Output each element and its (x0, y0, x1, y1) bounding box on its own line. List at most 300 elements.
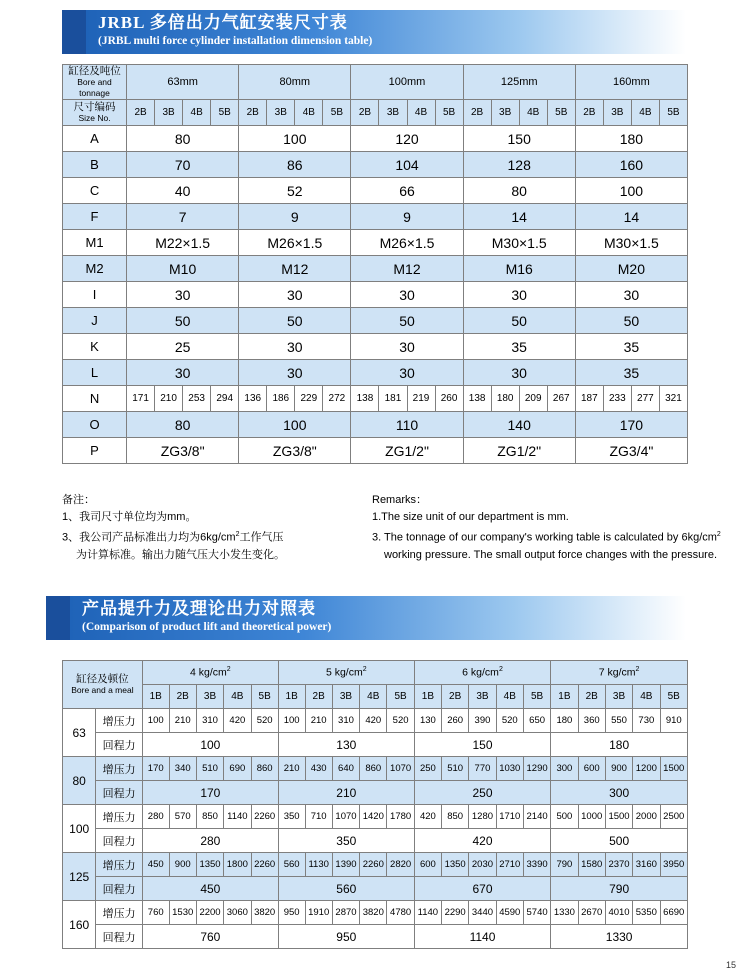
boost-value: 130 (414, 709, 441, 733)
boost-value: 310 (196, 709, 223, 733)
row-value: 120 (351, 126, 463, 152)
row-label: I (63, 282, 127, 308)
boost-value: 350 (278, 805, 305, 829)
boost-value: 180 (551, 709, 578, 733)
row-value: 30 (239, 282, 351, 308)
bore-label: 160 (63, 901, 96, 949)
row-value: M20 (575, 256, 687, 282)
boost-value: 500 (551, 805, 578, 829)
boost-value: 3820 (251, 901, 278, 925)
table2-row-return (63, 781, 688, 805)
return-value: 500 (551, 829, 688, 853)
table2-row-boost (63, 901, 688, 925)
boost-value: 640 (332, 757, 359, 781)
row-value: ZG3/8" (127, 438, 239, 464)
notes-cn-title: 备注： (62, 494, 95, 506)
boost-value: 5350 (633, 901, 660, 925)
row-value: 30 (463, 360, 575, 386)
boost-value: 1330 (551, 901, 578, 925)
row-value: M16 (463, 256, 575, 282)
row-value: ZG1/2" (463, 438, 575, 464)
return-value: 150 (414, 733, 550, 757)
row-value: 52 (239, 178, 351, 204)
header-code: 2B (575, 100, 603, 126)
row-value: M26×1.5 (351, 230, 463, 256)
lift-force-table (62, 660, 688, 949)
header-code: 2B (351, 100, 379, 126)
return-value: 1330 (551, 925, 688, 949)
row-value: 50 (351, 308, 463, 334)
row-label-boost: 增压力 (96, 709, 142, 733)
row-value: 294 (211, 386, 239, 412)
row-value: ZG1/2" (351, 438, 463, 464)
header2-code: 3B (469, 685, 496, 709)
banner-accent-block-2 (46, 596, 70, 640)
row-value: 50 (463, 308, 575, 334)
boost-value: 430 (305, 757, 332, 781)
row-value: 9 (239, 204, 351, 230)
row-value: 110 (351, 412, 463, 438)
boost-value: 710 (305, 805, 332, 829)
row-value: 187 (575, 386, 603, 412)
boost-value: 900 (605, 757, 632, 781)
return-value: 130 (278, 733, 414, 757)
return-value: 250 (414, 781, 550, 805)
row-value: 50 (127, 308, 239, 334)
return-value: 350 (278, 829, 414, 853)
table2-row-return (63, 925, 688, 949)
notes-chinese (62, 492, 342, 564)
boost-value: 300 (551, 757, 578, 781)
header-bore-2: 100mm (351, 65, 463, 100)
notes-cn-line2 (62, 526, 342, 547)
table-row (63, 412, 688, 438)
header-code: 4B (183, 100, 211, 126)
notes-en-line2-sup: 2 (716, 531, 721, 538)
boost-value: 2030 (469, 853, 496, 877)
table-row (63, 126, 688, 152)
row-value: 14 (463, 204, 575, 230)
row-value: M10 (127, 256, 239, 282)
row-value: 30 (351, 282, 463, 308)
row-value: 30 (575, 282, 687, 308)
boost-value: 1530 (169, 901, 196, 925)
header-code: 2B (239, 100, 267, 126)
boost-value: 5740 (523, 901, 550, 925)
table-row (63, 334, 688, 360)
boost-value: 1140 (414, 901, 441, 925)
row-label: O (63, 412, 127, 438)
boost-value: 3390 (523, 853, 550, 877)
notes-en-title: Remarks： (372, 494, 428, 506)
row-value: 260 (435, 386, 463, 412)
header-code: 5B (323, 100, 351, 126)
banner-accent-block (62, 10, 86, 54)
boost-value: 420 (360, 709, 387, 733)
boost-value: 560 (278, 853, 305, 877)
header2-code: 1B (551, 685, 578, 709)
boost-value: 1030 (496, 757, 523, 781)
row-value: 150 (463, 126, 575, 152)
row-label-return: 回程力 (96, 781, 142, 805)
row-value: 267 (547, 386, 575, 412)
boost-value: 1280 (469, 805, 496, 829)
boost-value: 1500 (605, 805, 632, 829)
return-value: 790 (551, 877, 688, 901)
header2-code: 5B (660, 685, 688, 709)
header2-code: 3B (332, 685, 359, 709)
boost-value: 280 (142, 805, 169, 829)
boost-value: 1140 (224, 805, 251, 829)
boost-value: 4780 (387, 901, 414, 925)
boost-value: 770 (469, 757, 496, 781)
header-code: 3B (267, 100, 295, 126)
header-code: 5B (547, 100, 575, 126)
row-value: 30 (463, 282, 575, 308)
header2-code: 5B (523, 685, 550, 709)
notes-en-line1: 1.The size unit of our department is mm. (372, 511, 569, 523)
return-value: 450 (142, 877, 278, 901)
header2-code: 2B (305, 685, 332, 709)
row-label-boost: 增压力 (96, 757, 142, 781)
boost-value: 2710 (496, 853, 523, 877)
row-value: 272 (323, 386, 351, 412)
boost-value: 1350 (196, 853, 223, 877)
row-value: 253 (183, 386, 211, 412)
row-value: 35 (463, 334, 575, 360)
row-value: 170 (575, 412, 687, 438)
header-code: 3B (155, 100, 183, 126)
section1-banner (62, 10, 686, 54)
return-value: 670 (414, 877, 550, 901)
header-code: 2B (127, 100, 155, 126)
dimension-table (62, 64, 688, 464)
row-value: 30 (351, 360, 463, 386)
row-value: 100 (239, 126, 351, 152)
row-label: C (63, 178, 127, 204)
table2-row-return (63, 877, 688, 901)
header-code: 4B (631, 100, 659, 126)
notes-cn-line2-text: 3、我公司产品标准出力均为6kg/cm (62, 531, 236, 544)
row-label-boost: 增压力 (96, 853, 142, 877)
row-value: 7 (127, 204, 239, 230)
row-value: M12 (239, 256, 351, 282)
header2-pressure-3: 7 $kg/cm^2$ (551, 661, 688, 685)
boost-value: 100 (278, 709, 305, 733)
row-value: 160 (575, 152, 687, 178)
row-label: M1 (63, 230, 127, 256)
row-label-boost: 增压力 (96, 805, 142, 829)
boost-value: 250 (414, 757, 441, 781)
table2-row-boost (63, 709, 688, 733)
boost-value: 1710 (496, 805, 523, 829)
boost-value: 420 (414, 805, 441, 829)
boost-value: 600 (578, 757, 605, 781)
boost-value: 850 (442, 805, 469, 829)
row-label: F (63, 204, 127, 230)
row-value: 233 (603, 386, 631, 412)
row-label: N (63, 386, 127, 412)
section2-banner (46, 596, 686, 640)
boost-value: 1200 (633, 757, 660, 781)
row-value: 229 (295, 386, 323, 412)
header-code: 3B (491, 100, 519, 126)
row-value: 35 (575, 334, 687, 360)
row-value: ZG3/8" (239, 438, 351, 464)
header-size-no: 尺寸编码 Size No. (63, 100, 127, 126)
boost-value: 260 (442, 709, 469, 733)
row-value: 70 (127, 152, 239, 178)
row-value: M26×1.5 (239, 230, 351, 256)
table-row (63, 386, 688, 412)
table-row (63, 230, 688, 256)
header2-pressure-2: 6 $kg/cm^2$ (414, 661, 550, 685)
boost-value: 1070 (387, 757, 414, 781)
header2-corner: 缸径及顿位 Bore and a meal (63, 661, 143, 709)
section1-title-cn: JRBL 多倍出力气缸安装尺寸表 (98, 13, 348, 32)
boost-value: 6690 (660, 901, 688, 925)
boost-value: 2260 (251, 805, 278, 829)
boost-value: 1420 (360, 805, 387, 829)
notes-en-line2-text: 3. The tonnage of our company's working table is calculated by 6kg/cm (372, 531, 717, 544)
row-value: 80 (127, 412, 239, 438)
boost-value: 1290 (523, 757, 550, 781)
row-value: 25 (127, 334, 239, 360)
table2-row-return (63, 733, 688, 757)
boost-value: 510 (196, 757, 223, 781)
return-value: 560 (278, 877, 414, 901)
boost-value: 2370 (605, 853, 632, 877)
boost-value: 850 (196, 805, 223, 829)
boost-value: 910 (660, 709, 688, 733)
header-code: 5B (211, 100, 239, 126)
header2-code: 4B (496, 685, 523, 709)
row-label: L (63, 360, 127, 386)
header-corner: 缸径及吨位 Bore and tonnage (63, 65, 127, 100)
return-value: 100 (142, 733, 278, 757)
row-label-return: 回程力 (96, 925, 142, 949)
notes-en-line2 (372, 526, 722, 547)
boost-value: 2000 (633, 805, 660, 829)
header2-code: 1B (278, 685, 305, 709)
row-value: 100 (239, 412, 351, 438)
notes-cn-line1: 1、我司尺寸单位均为mm。 (62, 511, 197, 523)
row-value: 277 (631, 386, 659, 412)
boost-value: 310 (332, 709, 359, 733)
header-code: 4B (519, 100, 547, 126)
header2-pressure-1: 5 $kg/cm^2$ (278, 661, 414, 685)
row-value: 180 (575, 126, 687, 152)
boost-value: 2870 (332, 901, 359, 925)
row-value: 50 (239, 308, 351, 334)
row-value: 128 (463, 152, 575, 178)
boost-value: 600 (414, 853, 441, 877)
header-bore-1: 80mm (239, 65, 351, 100)
boost-value: 450 (142, 853, 169, 877)
return-value: 420 (414, 829, 550, 853)
boost-value: 360 (578, 709, 605, 733)
header-code: 5B (435, 100, 463, 126)
row-value: 186 (267, 386, 295, 412)
table-subheader-row (63, 100, 688, 126)
header2-code: 2B (169, 685, 196, 709)
section2-title (82, 599, 331, 635)
boost-value: 1390 (332, 853, 359, 877)
row-label: P (63, 438, 127, 464)
boost-value: 2260 (251, 853, 278, 877)
row-value: 40 (127, 178, 239, 204)
header-bore-4: 160mm (575, 65, 687, 100)
row-value: 30 (239, 334, 351, 360)
table2-header-row (63, 661, 688, 685)
section2-title-en: (Comparison of product lift and theoretical power) (82, 621, 332, 633)
row-value: 136 (239, 386, 267, 412)
row-value: 138 (463, 386, 491, 412)
boost-value: 790 (551, 853, 578, 877)
row-value: M30×1.5 (575, 230, 687, 256)
row-value: 140 (463, 412, 575, 438)
header-code: 3B (379, 100, 407, 126)
header2-pressure-0: 4 $kg/cm^2$ (142, 661, 278, 685)
table2-row-return (63, 829, 688, 853)
return-value: 280 (142, 829, 278, 853)
header2-code: 2B (578, 685, 605, 709)
boost-value: 520 (496, 709, 523, 733)
boost-value: 2500 (660, 805, 688, 829)
boost-value: 420 (224, 709, 251, 733)
boost-value: 390 (469, 709, 496, 733)
header-code: 2B (463, 100, 491, 126)
header-code: 3B (603, 100, 631, 126)
header2-code: 3B (196, 685, 223, 709)
table-row (63, 256, 688, 282)
row-value: 100 (575, 178, 687, 204)
boost-value: 3160 (633, 853, 660, 877)
boost-value: 340 (169, 757, 196, 781)
boost-value: 1910 (305, 901, 332, 925)
boost-value: 2820 (387, 853, 414, 877)
header2-code: 4B (224, 685, 251, 709)
row-value: 181 (379, 386, 407, 412)
row-label-return: 回程力 (96, 733, 142, 757)
row-value: 138 (351, 386, 379, 412)
notes-en-line3: working pressure. The small output force changes with the pressure. (384, 548, 718, 561)
boost-value: 1580 (578, 853, 605, 877)
header2-code: 2B (442, 685, 469, 709)
bore-label: 100 (63, 805, 96, 853)
boost-value: 1130 (305, 853, 332, 877)
notes-cn-line2-tail: 工作气压 (239, 531, 284, 544)
row-value: ZG3/4" (575, 438, 687, 464)
boost-value: 100 (142, 709, 169, 733)
row-label-return: 回程力 (96, 829, 142, 853)
boost-value: 650 (523, 709, 550, 733)
row-value: 80 (127, 126, 239, 152)
row-value: 30 (239, 360, 351, 386)
boost-value: 2200 (196, 901, 223, 925)
row-label-return: 回程力 (96, 877, 142, 901)
header-bore-0: 63mm (127, 65, 239, 100)
boost-value: 1780 (387, 805, 414, 829)
row-value: 180 (491, 386, 519, 412)
row-value: 219 (407, 386, 435, 412)
boost-value: 3060 (224, 901, 251, 925)
notes-english (372, 492, 722, 564)
header-code: 5B (659, 100, 687, 126)
row-label-boost: 增压力 (96, 901, 142, 925)
table2-row-boost (63, 757, 688, 781)
table2-row-boost (63, 853, 688, 877)
boost-value: 550 (605, 709, 632, 733)
return-value: 170 (142, 781, 278, 805)
bore-label: 125 (63, 853, 96, 901)
boost-value: 730 (633, 709, 660, 733)
table2-row-boost (63, 805, 688, 829)
row-value: M22×1.5 (127, 230, 239, 256)
boost-value: 520 (387, 709, 414, 733)
row-value: 50 (575, 308, 687, 334)
boost-value: 2290 (442, 901, 469, 925)
table-row (63, 438, 688, 464)
boost-value: 860 (251, 757, 278, 781)
table2-subheader-row (63, 685, 688, 709)
boost-value: 3950 (660, 853, 688, 877)
row-value: 104 (351, 152, 463, 178)
boost-value: 900 (169, 853, 196, 877)
boost-value: 520 (251, 709, 278, 733)
header2-code: 5B (251, 685, 278, 709)
row-value: 35 (575, 360, 687, 386)
return-value: 760 (142, 925, 278, 949)
bore-label: 80 (63, 757, 96, 805)
boost-value: 2260 (360, 853, 387, 877)
table-row (63, 178, 688, 204)
table-row (63, 360, 688, 386)
return-value: 950 (278, 925, 414, 949)
boost-value: 4010 (605, 901, 632, 925)
row-value: 30 (351, 334, 463, 360)
boost-value: 3440 (469, 901, 496, 925)
boost-value: 210 (169, 709, 196, 733)
row-value: M30×1.5 (463, 230, 575, 256)
header2-code: 4B (360, 685, 387, 709)
table-header-row (63, 65, 688, 100)
row-label: B (63, 152, 127, 178)
header2-code: 1B (142, 685, 169, 709)
banner-bar-2 (46, 596, 686, 640)
section2-title-cn: 产品提升力及理论出力对照表 (82, 599, 316, 618)
row-value: 14 (575, 204, 687, 230)
row-value: 9 (351, 204, 463, 230)
header-code: 4B (295, 100, 323, 126)
header-bore-3: 125mm (463, 65, 575, 100)
row-value: 171 (127, 386, 155, 412)
boost-value: 2670 (578, 901, 605, 925)
row-label: K (63, 334, 127, 360)
row-value: 80 (463, 178, 575, 204)
row-value: 86 (239, 152, 351, 178)
row-value: M12 (351, 256, 463, 282)
row-value: 321 (659, 386, 687, 412)
notes-cn-line2-sup: 2 (235, 531, 240, 538)
row-value: 210 (155, 386, 183, 412)
header2-code: 3B (605, 685, 632, 709)
page-number: 15 (725, 960, 736, 970)
return-value: 210 (278, 781, 414, 805)
boost-value: 210 (278, 757, 305, 781)
header2-code: 4B (633, 685, 660, 709)
table-row (63, 152, 688, 178)
